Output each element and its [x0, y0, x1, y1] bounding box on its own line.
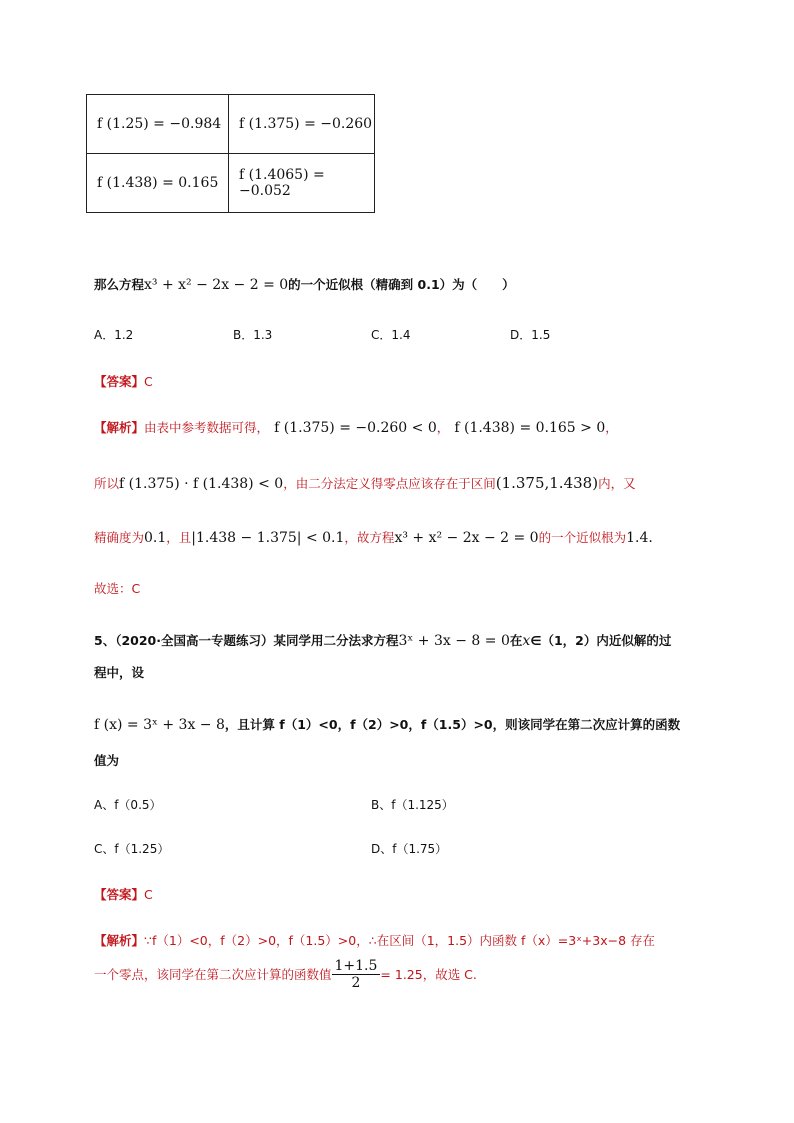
table-row: [87, 154, 375, 213]
q5-stem-text: ∈（1，2）内近似解的过: [530, 633, 672, 648]
q4-analysis-line1: [94, 417, 618, 436]
q5-answer: [94, 884, 153, 903]
fraction: [332, 958, 381, 991]
q5-analysis-line1: [94, 930, 655, 949]
q4-option-d: D．1.5: [510, 328, 551, 342]
analysis-text: 由表中参考数据可得，: [144, 420, 270, 435]
analysis-math: f (1.438) = 0.165 > 0: [454, 420, 606, 436]
q4-option-b: B．1.3: [233, 328, 273, 342]
q4-stem-text-end: 的一个近似根（精确到 0.1）为（ ）: [288, 277, 515, 292]
q5-stem-text: 在: [509, 633, 523, 648]
table-cell: f (1.438) = 0.165: [87, 154, 229, 213]
q5-stem-line2: 程中，设: [94, 665, 145, 680]
analysis-text: 所以: [94, 476, 120, 491]
q5-analysis-line2: [94, 958, 477, 991]
analysis-math: f (1.375) · f (1.438) < 0: [119, 476, 284, 492]
analysis-tag: 【解析】: [94, 420, 145, 435]
q5-option-b: B、f（1.125）: [371, 798, 454, 812]
q5-stem-equation: 3ˣ + 3x − 8 = 0: [398, 633, 510, 649]
table-cell: f (1.375) = −0.260: [229, 95, 375, 154]
answer-value: C: [144, 887, 153, 902]
analysis-math: f (1.375) = −0.260 < 0: [274, 420, 437, 436]
analysis-tag: 【解析】: [94, 933, 145, 948]
analysis-text: 精确度为: [94, 530, 145, 545]
fraction-numerator: 1+1.5: [332, 958, 381, 975]
q4-stem-text: 那么方程: [94, 277, 145, 292]
answer-tag: 【答案】: [94, 374, 145, 389]
q4-conclusion: 故选：C: [94, 581, 141, 596]
analysis-text: 的一个近似根为: [538, 530, 627, 545]
analysis-text: = 1.25，故选 C.: [380, 967, 477, 982]
table-cell: f (1.25) = −0.984: [87, 95, 229, 154]
analysis-math: 0.1: [144, 530, 167, 546]
q4-option-a: A．1.2: [94, 328, 134, 342]
q5-option-c: C、f（1.25）: [94, 842, 170, 856]
analysis-text: ，故方程: [344, 530, 395, 545]
q5-stem-line3: [94, 715, 680, 733]
reference-table: [86, 94, 375, 213]
analysis-text: ，且: [166, 530, 192, 545]
analysis-math: 1.4.: [626, 530, 653, 546]
q5-stem-line4: 值为: [94, 753, 120, 768]
q5-stem-variable: x: [522, 633, 531, 649]
q5-option-d: D、f（1.75）: [371, 842, 448, 856]
analysis-text: 内，又: [598, 476, 636, 491]
q5-option-a: A、f（0.5）: [94, 798, 162, 812]
analysis-math: |1.438 − 1.375| < 0.1: [191, 530, 345, 546]
analysis-text: 一个零点，该同学在第二次应计算的函数值: [94, 967, 332, 982]
analysis-math: x³ + x² − 2x − 2 = 0: [394, 530, 539, 546]
q4-stem-equation: x³ + x² − 2x − 2 = 0: [144, 277, 289, 293]
fraction-denominator: 2: [351, 975, 361, 991]
q5-stem-equation: f (x) = 3ˣ + 3x − 8: [94, 717, 225, 733]
q4-analysis-line2: [94, 473, 636, 492]
analysis-text: ，由二分法定义得零点应该存在于区间: [283, 476, 496, 491]
analysis-text: ，: [605, 420, 618, 435]
q4-stem: [94, 275, 515, 293]
q5-stem-line1: [94, 631, 671, 649]
q5-stem-text: ，且计算 f（1）<0，f（2）>0，f（1.5）>0，则该同学在第二次应计算的函数: [224, 717, 681, 732]
answer-value: C: [144, 374, 153, 389]
table-cell: f (1.4065) = −0.052: [229, 154, 375, 213]
q5-stem-text: 5、（2020·全国高一专题练习）某同学用二分法求方程: [94, 633, 399, 648]
q4-answer: [94, 371, 153, 390]
analysis-text: ，: [436, 420, 450, 435]
analysis-math: (1.375,1.438): [495, 474, 599, 492]
table-row: [87, 95, 375, 154]
analysis-text: ∵f（1）<0，f（2）>0，f（1.5）>0，∴在区间（1，1.5）内函数 f（x）=3ˣ+3x−8 存在: [144, 933, 655, 948]
q4-analysis-line3: [94, 527, 653, 546]
answer-tag: 【答案】: [94, 887, 145, 902]
q4-option-c: C．1.4: [371, 328, 411, 342]
